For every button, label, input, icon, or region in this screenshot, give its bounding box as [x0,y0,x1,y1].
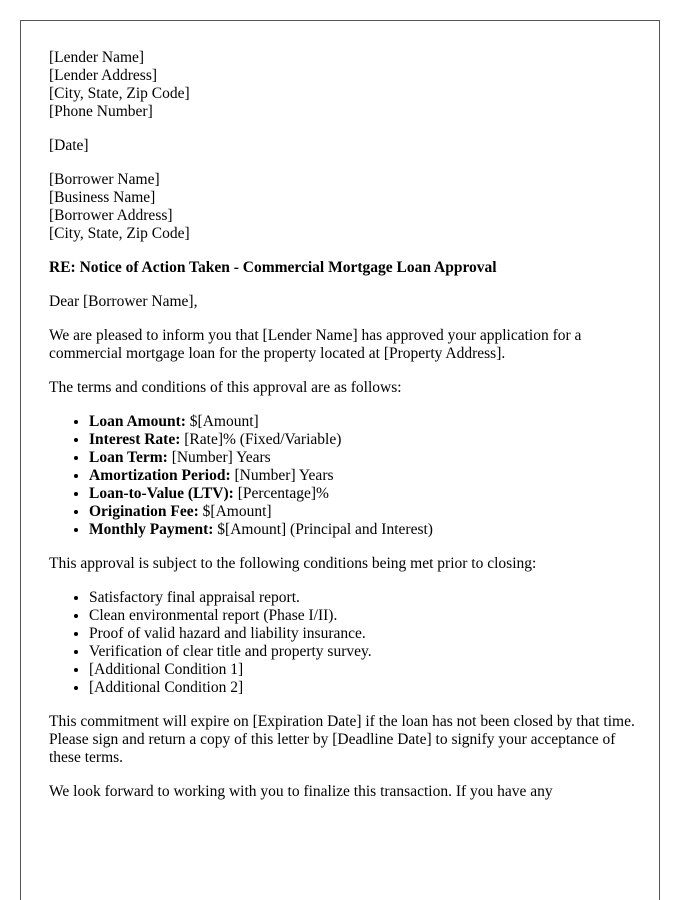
term-value: [Number] Years [230,467,334,484]
intro-paragraph: We are pleased to inform you that [Lender Name] has approved your application for a commercial mortgage loan for the property located at [Property Address]. [49,327,582,362]
list-item: • Clean environmental report (Phase I/II). [89,607,639,625]
term-label: Loan Amount: [89,413,186,430]
terms-list [49,413,639,539]
list-item [89,449,639,467]
list-item: • [Additional Condition 1] [89,661,639,679]
recipient-address [49,171,639,243]
list-item: • [Additional Condition 2] [89,679,639,697]
closing-paragraph: We look forward to working with you to finalize this transaction. If you have any [49,783,553,800]
list-item: • Verification of clear title and property survey. [89,643,639,661]
conditions-intro: This approval is subject to the following conditions being met prior to closing: [49,555,537,572]
recipient-line: [Borrower Address] [49,207,173,224]
commitment-paragraph: This commitment will expire on [Expiration Date] if the loan has not been closed by that time. Please sign and return a copy of this letter by [Deadline Date] to signify your acceptance of these terms. [49,713,635,766]
term-value: $[Amount] [198,503,272,520]
term-label: Interest Rate: [89,431,181,448]
salutation: Dear [Borrower Name], [49,293,198,310]
subject-line: RE: Notice of Action Taken - Commercial Mortgage Loan Approval [49,259,497,276]
term-label: Loan Term: [89,449,168,466]
term-value: $[Amount] [185,413,259,430]
sender-address [49,49,639,121]
list-item [89,485,639,503]
recipient-line: [Borrower Name] [49,171,160,188]
list-item [89,431,639,449]
list-item: • Proof of valid hazard and liability insurance. [89,625,639,643]
term-value: $[Amount] (Principal and Interest) [213,521,433,538]
list-item [89,521,639,539]
recipient-line: [Business Name] [49,189,156,206]
recipient-line: [City, State, Zip Code] [49,225,190,242]
term-value: [Percentage]% [233,485,329,502]
term-label: Origination Fee: [89,503,199,520]
letter-date: [Date] [49,137,89,154]
list-item [89,413,639,431]
term-value: [Rate]% (Fixed/Variable) [180,431,342,448]
terms-intro: The terms and conditions of this approval are as follows: [49,379,402,396]
list-item [89,467,639,485]
sender-line: [City, State, Zip Code] [49,85,190,102]
letter-page [20,20,660,900]
sender-line: [Lender Address] [49,67,158,84]
term-value: [Number] Years [167,449,271,466]
sender-line: [Lender Name] [49,49,145,66]
list-item: • Satisfactory final appraisal report. [89,589,639,607]
term-label: Loan-to-Value (LTV): [89,485,234,502]
list-item [89,503,639,521]
conditions-list [49,589,639,697]
sender-line: [Phone Number] [49,103,153,120]
letter-body [49,49,639,817]
term-label: Amortization Period: [89,467,231,484]
term-label: Monthly Payment: [89,521,214,538]
